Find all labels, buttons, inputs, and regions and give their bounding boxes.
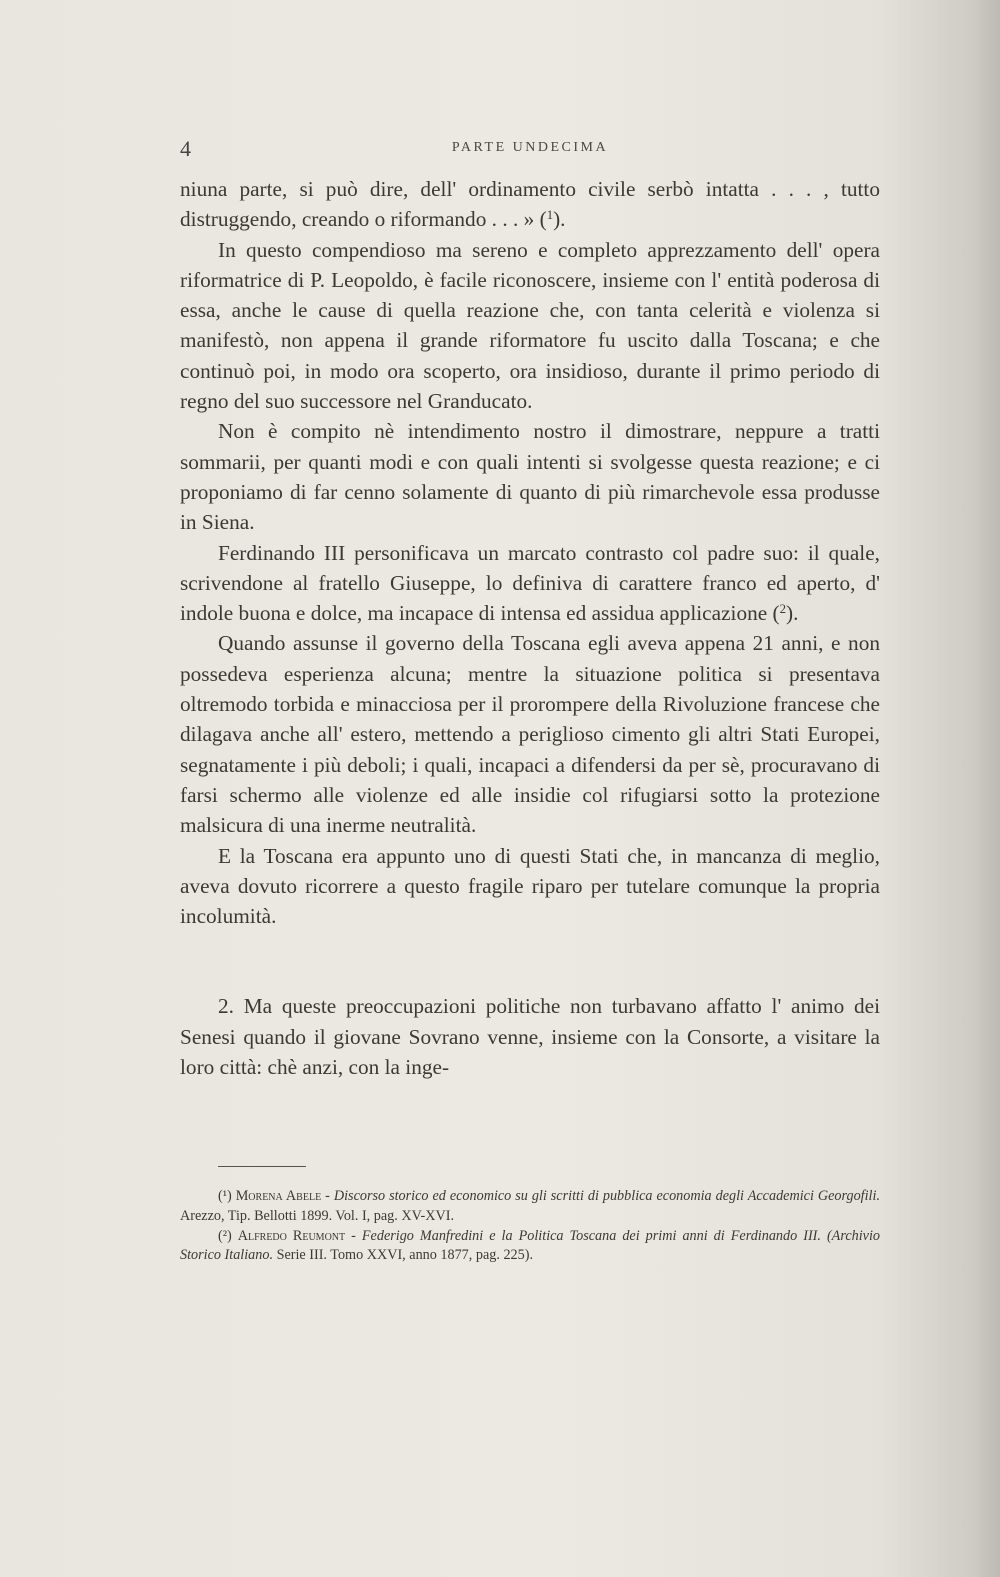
page-number: 4 — [180, 136, 191, 161]
footnote-ref: 2 — [779, 602, 787, 617]
paragraph: In questo compendioso ma sereno e completo apprezzamento dell' opera riformatrice di P. Leopoldo, è facile riconoscere, insieme con l' entità poderosa di essa, anche le cause di quella reazione che, con tanta celerità e violenza si manifestò, non appena il grande riformatore fu uscito dalla Toscana; e che continuò poi, in modo ora scoperto, ora insidioso, durante il primo periodo di regno del suo successore nel Granducato. — [180, 237, 880, 414]
footnote: (¹) Morena Abele - Discorso storico ed economico su gli scritti di pubblica economia degli Accademici Georgofili. Arezzo, Tip. Bellotti 1899. Vol. I, pag. XV-XVI. — [180, 1188, 880, 1224]
footnote: (²) Alfredo Reumont - Federigo Manfredini e la Politica Toscana dei primi anni di Ferdinando III. (Archivio Storico Italiano. Serie III. Tomo XXVI, anno 1877, pag. 225). — [180, 1227, 881, 1264]
paragraph: niuna parte, si può dire, dell' ordinamento civile serbò intatta . . . , tutto distruggendo, creando o riformando . . . » ($^1$). — [180, 177, 880, 232]
footnote-author: Morena Abele — [235, 1188, 322, 1204]
paragraph: Non è compito nè intendimento nostro il dimostrare, neppure a tratti sommarii, per quanti modi e con quali intenti si svolgesse questa reazione; e ci proponiamo di far cenno solamente di quanto di più rimarchevole essa produsse in Siena. — [180, 419, 880, 535]
footnote-marker: (²) — [218, 1227, 232, 1244]
paragraph: E la Toscana era appunto uno di questi Stati che, in mancanza di meglio, aveva dovuto ricorrere a questo fragile riparo per tutelare comunque la propria incolumità. — [180, 843, 880, 929]
footnote-author: Alfredo Reumont — [237, 1227, 346, 1244]
page-header — [180, 136, 880, 162]
footnotes — [180, 1187, 880, 1266]
paragraph: Ferdinando III personificava un marcato contrasto col padre suo: il quale, scrivendone al fratello Giuseppe, lo definiva di carattere franco ed aperto, d' indole buona e dolce, ma incapace di intensa ed assidua applicazione ($^2$). — [180, 540, 880, 626]
footnote-marker: (¹) — [218, 1188, 232, 1204]
running-title: PARTE UNDECIMA — [451, 140, 609, 155]
footnote-ref: 1 — [546, 208, 554, 223]
footnote-title: Discorso storico ed economico su gli scritti di pubblica economia degli Accademici Georgofili. — [333, 1188, 880, 1204]
footnote-title: Federigo Manfredini e la Politica Toscana dei primi anni di Ferdinando III. (Archivio Storico Italiano. — [180, 1227, 881, 1264]
paragraph: Quando assunse il governo della Toscana egli aveva appena 21 anni, e non possedeva esperienza alcuna; mentre la situazione politica si presentava oltremodo torbida e minacciosa per il prorompere della Rivoluzione francese che dilagava anche all' estero, mettendo a periglioso cimento gli altri Stati Europei, segnatamente i più deboli; i quali, incapaci a difendersi da per sè, procuravano di farsi schermo alle violenze ed alle insidie col rifugiarsi sotto la protezione malsicura di una inerme neutralità. — [180, 631, 880, 838]
footnote-divider — [218, 1166, 306, 1167]
section-paragraph: 2. Ma queste preoccupazioni politiche non turbavano affatto l' animo dei Senesi quando il giovane Sovrano venne, insieme con la Consorte, a visitare la loro città: chè anzi, con la inge- — [180, 994, 880, 1080]
main-text — [180, 174, 880, 1082]
